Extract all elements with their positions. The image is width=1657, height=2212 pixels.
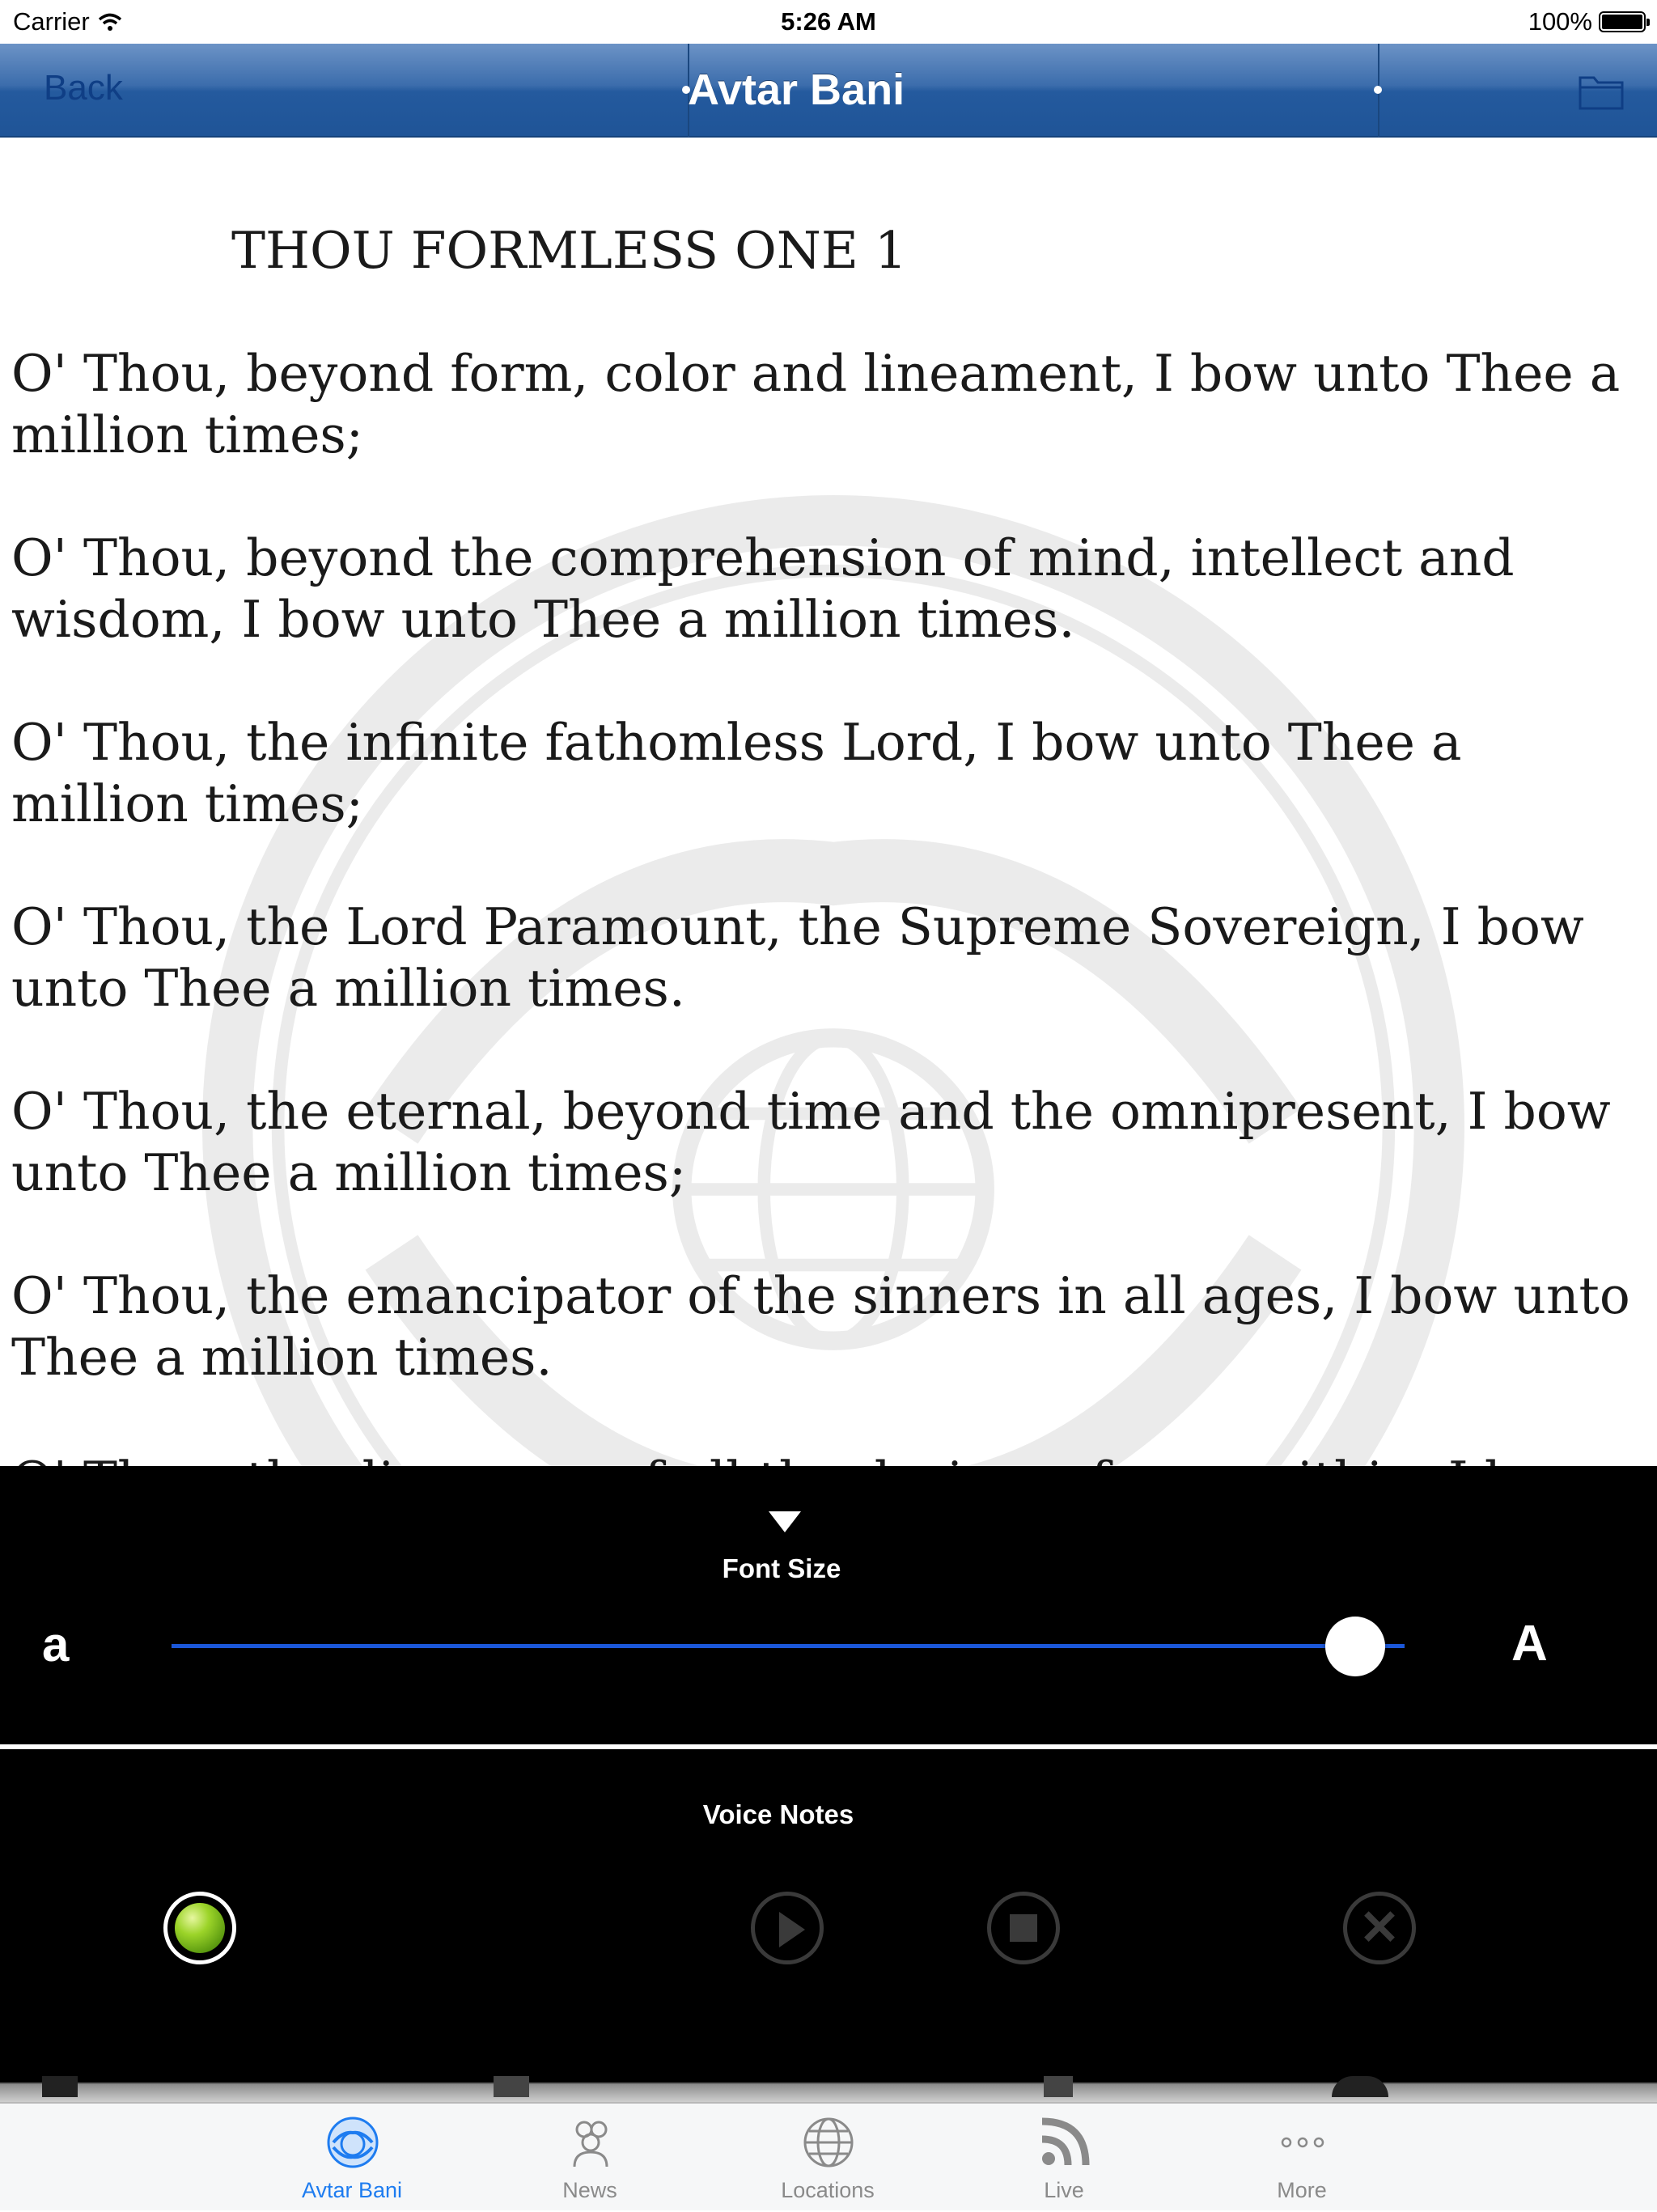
stop-button[interactable] bbox=[987, 1892, 1060, 1964]
battery-icon bbox=[1599, 11, 1646, 32]
voice-notes-panel bbox=[0, 1749, 1657, 2083]
tab-label: Locations bbox=[781, 2178, 875, 2202]
globe-emblem-icon bbox=[325, 2115, 380, 2170]
tab-news[interactable] bbox=[489, 2104, 691, 2212]
verse: O' Thou, the Lord Paramount, the Supreme Sovereign, I bow unto Thee a million times. bbox=[11, 897, 1584, 1018]
rss-icon bbox=[1037, 2115, 1092, 2170]
tab-label: More bbox=[1277, 2178, 1327, 2202]
status-time: 5:26 AM bbox=[781, 7, 876, 36]
carrier-label: Carrier bbox=[13, 7, 90, 36]
more-icon bbox=[1275, 2115, 1330, 2170]
tab-locations[interactable] bbox=[727, 2104, 929, 2212]
cancel-button[interactable] bbox=[1343, 1892, 1416, 1964]
cancel-icon: ✕ bbox=[1358, 1901, 1401, 1955]
navigation-bar bbox=[0, 44, 1657, 138]
add-icon[interactable] bbox=[42, 2076, 78, 2097]
people-icon bbox=[563, 2115, 618, 2170]
font-size-large-label: A bbox=[1511, 1616, 1548, 1672]
verse: O' Thou, the emancipator of the sinners in all ages, I bow unto Thee a million times. bbox=[11, 1266, 1630, 1387]
tab-label: Live bbox=[1044, 2178, 1084, 2202]
verse: O' Thou, beyond the comprehension of mind, intellect and wisdom, I bow unto Thee a million times. bbox=[11, 528, 1515, 649]
trash-icon[interactable] bbox=[1044, 2076, 1073, 2097]
tab-live[interactable] bbox=[963, 2104, 1165, 2212]
verse: O' Thou, beyond form, color and lineament, I bow unto Thee a million times; bbox=[11, 344, 1621, 464]
scripture-text bbox=[11, 220, 1649, 1634]
status-bar bbox=[0, 0, 1657, 44]
content-area[interactable] bbox=[0, 139, 1657, 1466]
record-icon bbox=[175, 1903, 225, 1953]
tab-more[interactable] bbox=[1201, 2104, 1403, 2212]
nav-dot bbox=[1374, 86, 1382, 94]
voice-notes-label: Voice Notes bbox=[702, 1799, 854, 1829]
play-button[interactable] bbox=[751, 1892, 824, 1964]
hidden-toolbar bbox=[0, 2083, 1657, 2102]
collapse-arrow-icon[interactable] bbox=[769, 1511, 801, 1532]
page-title: Avtar Bani bbox=[688, 66, 905, 114]
globe-icon bbox=[801, 2115, 856, 2170]
font-size-small-label: a bbox=[42, 1617, 70, 1672]
stop-icon bbox=[1010, 1914, 1037, 1942]
play-icon bbox=[779, 1912, 805, 1947]
font-size-panel bbox=[0, 1466, 1657, 1744]
tab-label: News bbox=[562, 2178, 617, 2202]
tab-bar bbox=[0, 2102, 1657, 2210]
font-size-slider-track[interactable] bbox=[172, 1644, 1405, 1648]
battery-percent: 100% bbox=[1528, 7, 1592, 36]
folder-icon[interactable] bbox=[1578, 71, 1625, 112]
verse: O' Thou, the eternal, beyond time and the omnipresent, I bow unto Thee a million times; bbox=[11, 1082, 1611, 1202]
record-button[interactable] bbox=[163, 1892, 236, 1964]
tab-avtar-bani[interactable] bbox=[251, 2104, 453, 2212]
font-size-slider-thumb[interactable] bbox=[1325, 1617, 1385, 1676]
font-size-label: Font Size bbox=[722, 1553, 841, 1583]
edit-icon[interactable] bbox=[494, 2076, 529, 2097]
tab-label: Avtar Bani bbox=[301, 2178, 403, 2202]
battery-group bbox=[1528, 7, 1646, 36]
verse: O' Thou, the infinite fathomless Lord, I bow unto Thee a million times; bbox=[11, 713, 1462, 833]
back-button[interactable]: Back bbox=[44, 68, 123, 108]
hymn-heading: THOU FORMLESS ONE 1 bbox=[231, 221, 907, 280]
